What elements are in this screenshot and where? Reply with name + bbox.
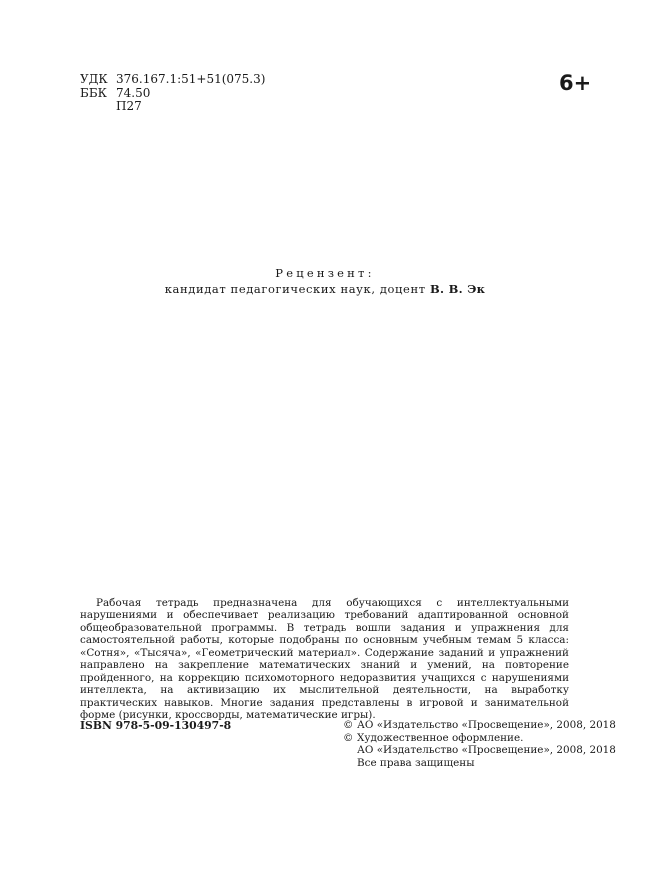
annotation-block [80,597,569,722]
reviewer-block [0,265,650,297]
udk-row [80,73,265,87]
annotation-text: Рабочая тетрадь предназначена для обучающихся с интеллектуальными нарушениями и обеспечивает реализацию требований адаптированной основной общеобразовательной программы. В тетрадь вошли задания и упражнения для самостоятельной работы, которые подобраны по основным учебным темам 5 класса: «Сотня», «Тысяча», «Геометрический материал». Содержание заданий и упражнений направлено на закрепление математических знаний и умений, на повторение пройденного, на коррекцию психомоторного недоразвития учащихся с нарушениями интеллекта, на активизацию их мыслительной деятельности, на выработку практических навыков. Многие задания представлены в игровой и занимательной форме (рисунки, кроссворды, математические игры). [80,597,569,722]
author-mark-row [80,100,265,114]
udk-value: 376.167.1:51+51(075.3) [116,72,266,86]
copyright-block [343,719,616,769]
reviewer-title: кандидат педагогических наук, доцент [164,282,426,296]
bbk-row [80,87,265,101]
copyright-line-3: АО «Издательство «Просвещение», 2008, 2018 [357,744,616,757]
age-rating-badge: 6+ [559,71,592,95]
reviewer-name: В. В. Эк [429,282,486,296]
bbk-value: 74.50 [116,85,151,100]
catalog-codes [80,73,265,114]
isbn: ISBN 978-5-09-130497-8 [80,719,232,732]
author-mark: П27 [116,99,142,113]
copyright-line-4: Все права защищены [357,756,475,769]
reviewer-line [0,281,650,297]
reviewer-heading: Рецензент: [275,266,375,280]
copyright-icon: © [343,731,354,744]
copyright-line-2: © Художественное оформление. [343,731,524,744]
copyright-icon: © [343,719,354,731]
copyright-line-1: © АО «Издательство «Просвещение», 2008, 2018 [343,719,616,731]
udk-label: УДК [80,72,108,86]
bbk-label: ББК [80,85,107,100]
